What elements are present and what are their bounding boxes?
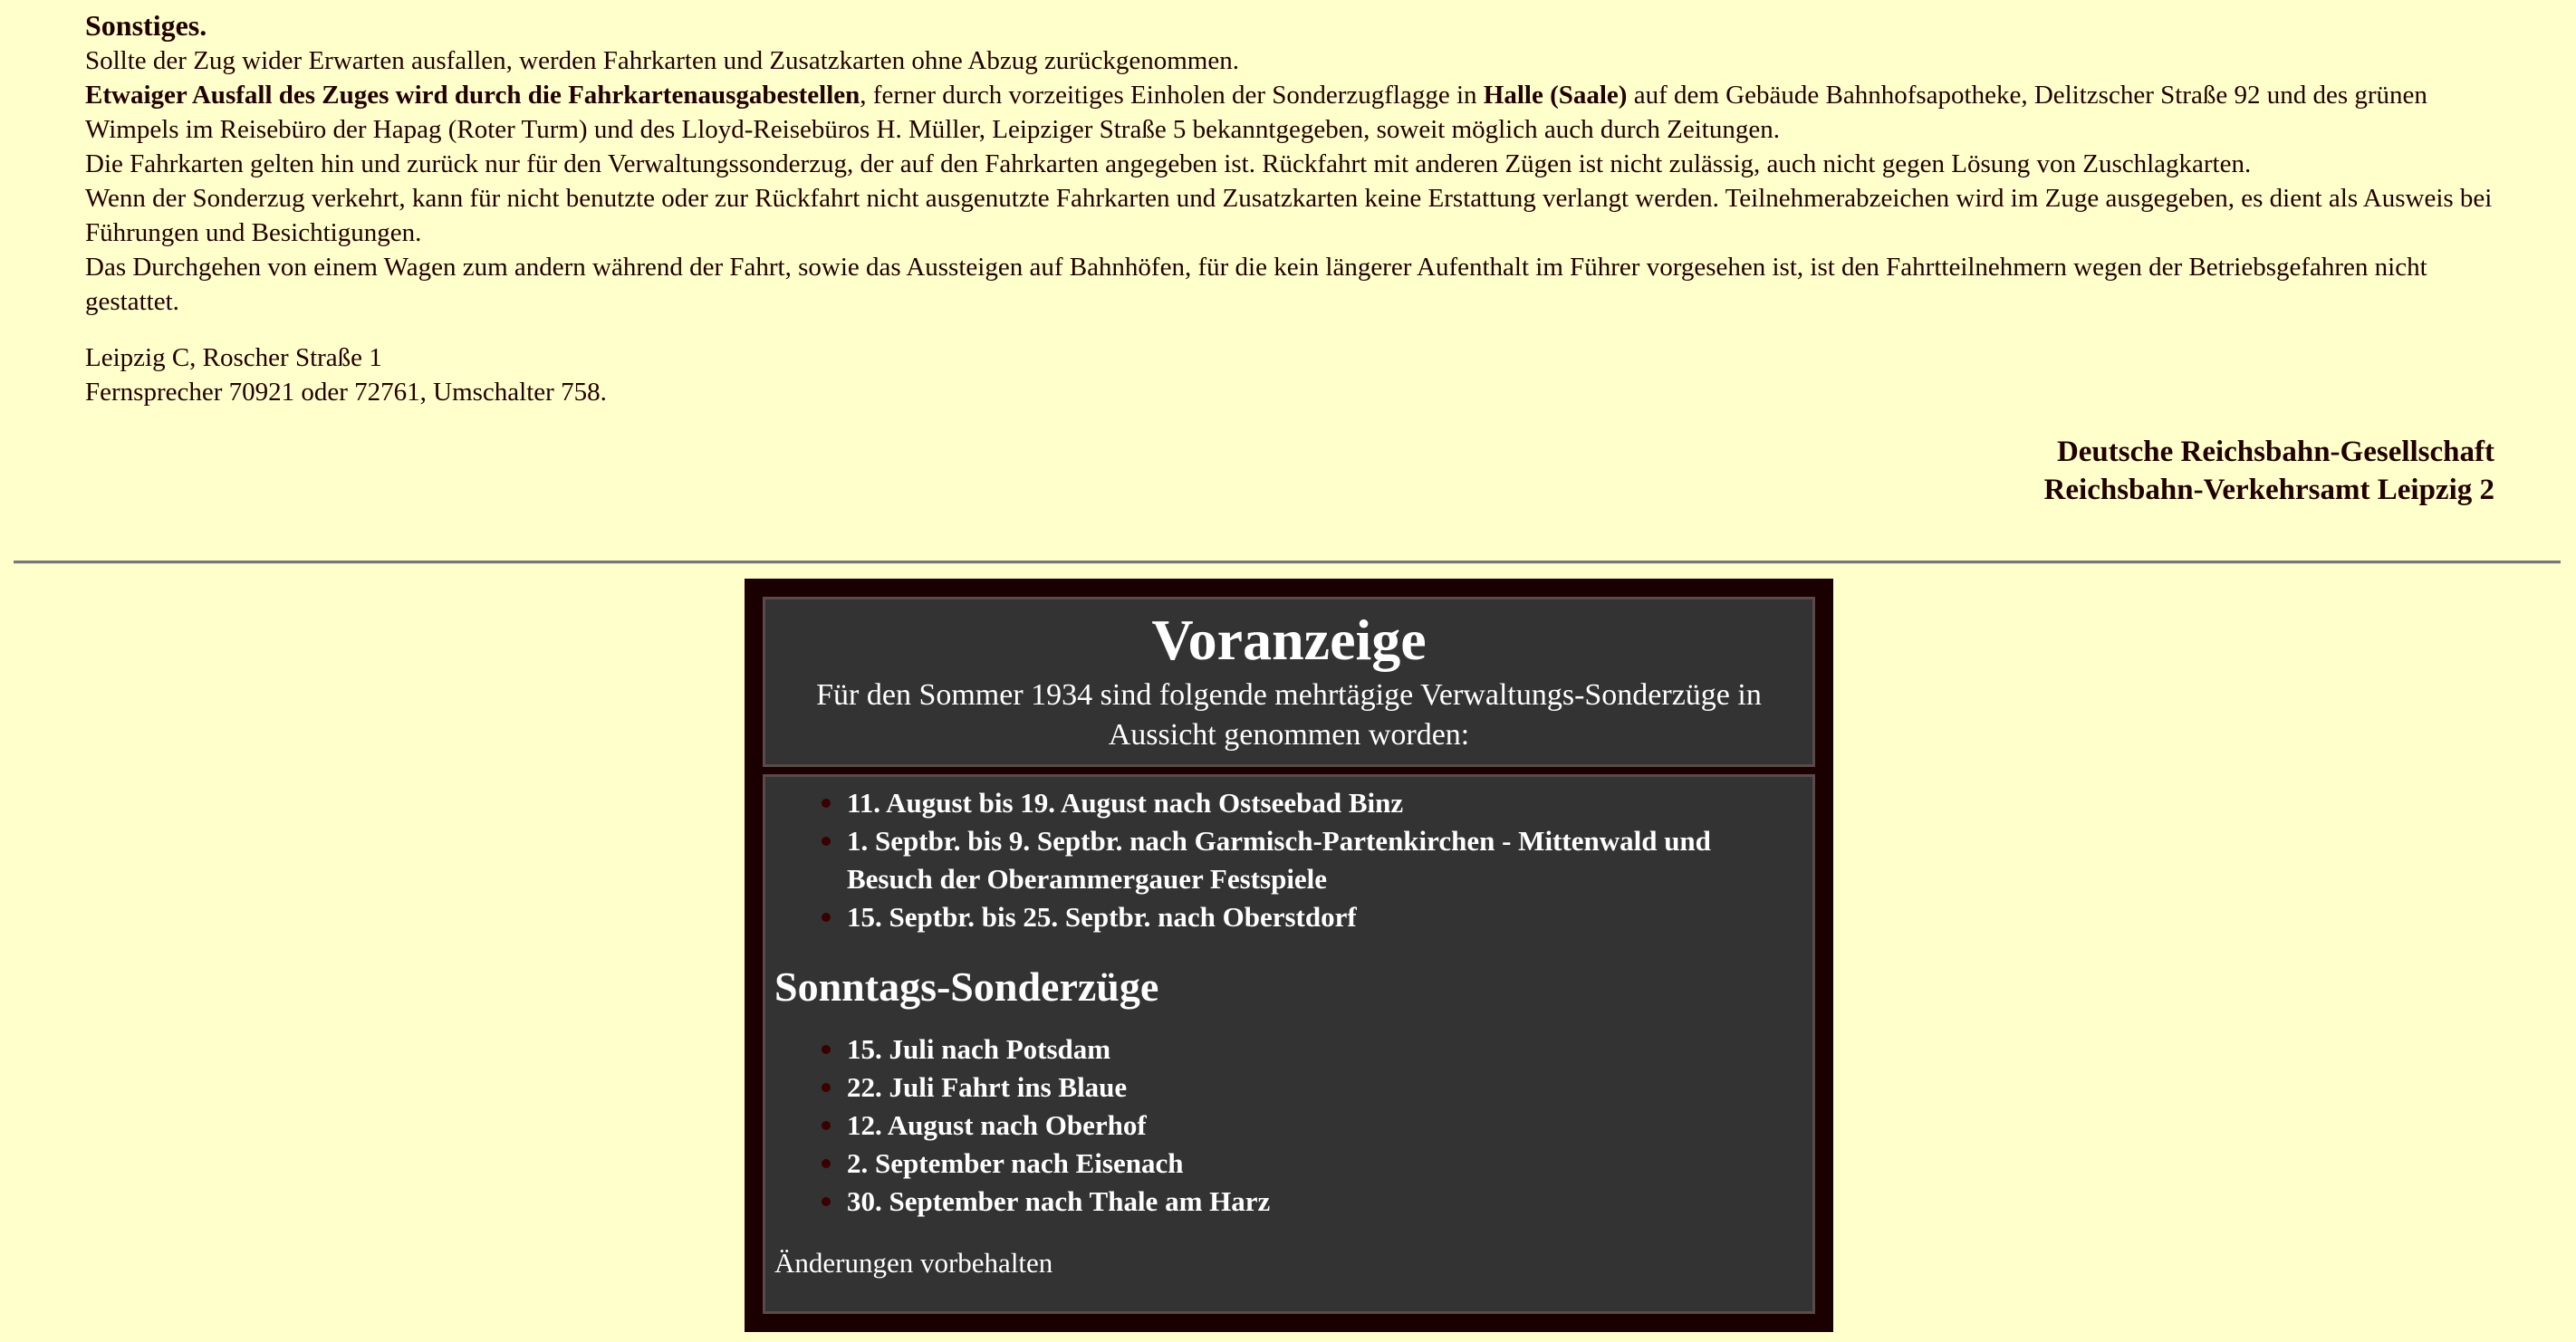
list-item: 15. Juli nach Potsdam <box>847 1030 1803 1069</box>
horizontal-divider <box>14 561 2561 564</box>
organization-signature <box>85 433 2494 509</box>
preview-body-cell <box>763 774 1815 1314</box>
ticket-validity-paragraph: Die Fahrkarten gelten hin und zurück nur für den Verwaltungssonderzug, der auf den Fahrkarten angegeben ist. Rückfahrt mit anderen Zügen ist nicht zulässig, auch nicht gegen Lösung von Zuschlagkarten. <box>85 149 2252 178</box>
announcement-city: Halle (Saale) <box>1483 81 1628 110</box>
preview-box <box>745 579 1833 1332</box>
section-title: Sonstiges. <box>85 9 207 42</box>
announcement-text-b: auf dem Gebäude Bahnhofsapotheke, Delitzscher Straße 92 und des grünen Wimpels im Reisebüro der Hapag (Roter Turm) und des Lloyd-Reisebüros H. Müller, Leipziger Straße 5 bekanntgegeben, soweit möglich auch durch Zeitungen. <box>85 81 2427 144</box>
changes-reserved-note: Änderungen vorbehalten <box>774 1247 1053 1279</box>
sunday-trains-heading: Sonntags-Sonderzüge <box>774 963 1159 1010</box>
safety-paragraph: Das Durchgehen von einem Wagen zum andern während der Fahrt, sowie das Aussteigen auf Bahnhöfen, für die kein längerer Aufenthalt im Führer vorgesehen ist, ist den Fahrtteilnehmern wegen der Betriebsgefahren nicht gestattet. <box>85 253 2427 316</box>
list-item: 11. August bis 19. August nach Ostseebad Binz <box>847 784 1803 822</box>
list-item: 12. August nach Oberhof <box>847 1107 1803 1145</box>
announcement-text-a: , ferner durch vorzeitiges Einholen der Sonderzugflagge in <box>860 81 1484 110</box>
preview-title: Voranzeige <box>1151 608 1427 672</box>
multi-day-trip-list <box>774 784 1803 936</box>
list-item: 30. September nach Thale am Harz <box>847 1183 1803 1221</box>
notice-section <box>85 7 2494 509</box>
announcement-bold: Etwaiger Ausfall des Zuges wird durch die Fahrkartenausgabestellen <box>85 81 860 110</box>
address-block <box>85 340 2494 409</box>
list-item: 1. Septbr. bis 9. Septbr. nach Garmisch-Partenkirchen - Mittenwald und Besuch der Oberammergauer Festspiele <box>847 822 1803 898</box>
organization-name: Deutsche Reichsbahn-Gesellschaft <box>2056 436 2494 468</box>
address-street: Leipzig C, Roscher Straße 1 <box>85 343 382 372</box>
cancellation-paragraph: Sollte der Zug wider Erwarten ausfallen, werden Fahrkarten und Zusatzkarten ohne Abzug zurückgenommen. <box>85 46 1239 75</box>
list-item: 2. September nach Eisenach <box>847 1145 1803 1183</box>
refund-paragraph: Wenn der Sonderzug verkehrt, kann für nicht benutzte oder zur Rückfahrt nicht ausgenutzte Fahrkarten und Zusatzkarten keine Erstattung verlangt werden. Teilnehmerabzeichen wird im Zuge ausgegeben, es dient als Ausweis bei Führungen und Besichtigungen. <box>85 184 2493 247</box>
announcement-paragraph <box>85 78 2494 147</box>
list-item: 15. Septbr. bis 25. Septbr. nach Oberstdorf <box>847 898 1803 936</box>
address-phone: Fernsprecher 70921 oder 72761, Umschalter 758. <box>85 378 607 407</box>
organization-office: Reichsbahn-Verkehrsamt Leipzig 2 <box>2043 474 2494 506</box>
preview-header-cell <box>763 597 1815 767</box>
preview-intro: Für den Sommer 1934 sind folgende mehrtägige Verwaltungs-Sonderzüge in Aussicht genommen worden: <box>816 678 1762 752</box>
preview-box-inner <box>763 597 1815 1314</box>
list-item: 22. Juli Fahrt ins Blaue <box>847 1069 1803 1107</box>
sunday-trip-list <box>774 1030 1803 1221</box>
